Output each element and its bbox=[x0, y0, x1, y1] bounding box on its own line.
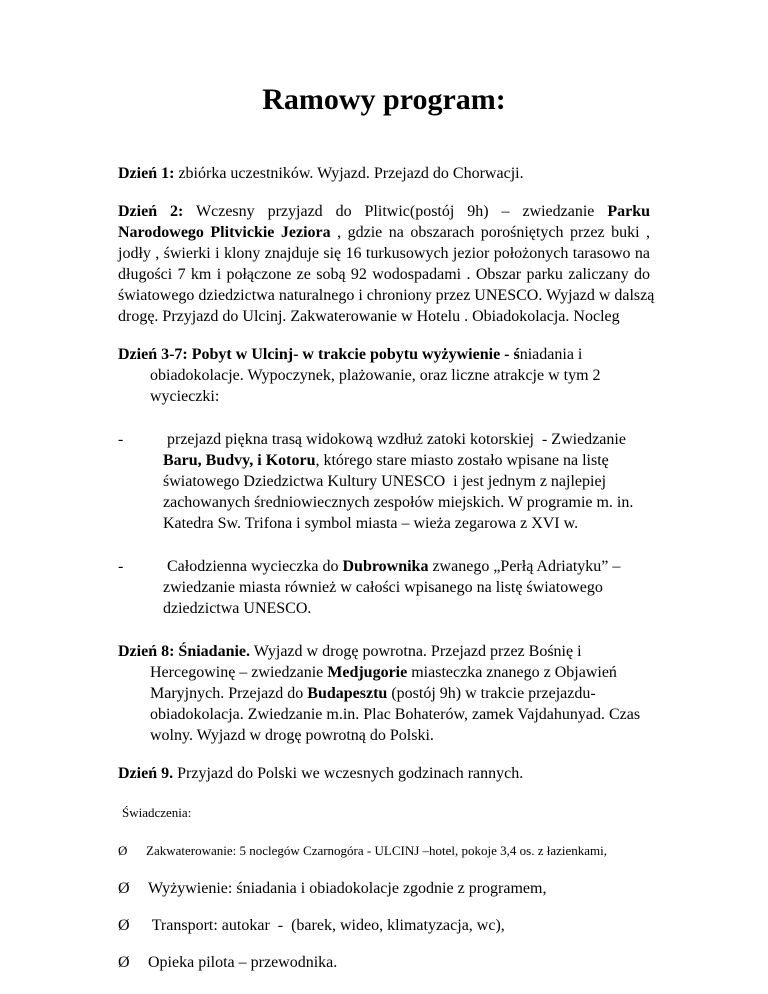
bold-text: Dubrownika bbox=[342, 558, 429, 575]
trip-1-line bbox=[163, 472, 606, 492]
bold-text: Narodowego Plitvickie Jeziora bbox=[118, 224, 331, 241]
text: , gdzie na obszarach porośniętych przez buki , bbox=[330, 224, 651, 241]
text: długości 7 km i połączone ze sobą 92 wodospadami . Obszar parku zaliczany do bbox=[118, 266, 650, 283]
day-3-7-line bbox=[150, 387, 219, 407]
text: Hercegowinę – zwiedzanie bbox=[150, 664, 328, 681]
service-item: Wyżywienie: śniadania i obiadokolacje zgodnie z programem, bbox=[148, 880, 547, 897]
service-item: Transport: autokar - (barek, wideo, klimatyzacja, wc), bbox=[148, 917, 505, 934]
day-2-line bbox=[118, 286, 655, 306]
text: (postój 9h) w trakcie przejazdu- bbox=[387, 685, 596, 702]
service-item: Opieka pilota – przewodnika. bbox=[148, 954, 338, 971]
text: miasteczka znanego z Objawień bbox=[407, 664, 617, 681]
bold-text: Baru, Budvy, i Kotoru bbox=[163, 452, 316, 469]
day-3-7-line bbox=[150, 366, 601, 386]
day-2-line bbox=[118, 265, 650, 285]
bold-text: Dzień 3-7: Pobyt w Ulcinj- w trakcie pobytu wyżywienie - ś bbox=[118, 346, 520, 363]
day-8-line bbox=[118, 642, 582, 662]
day-3-7-line bbox=[118, 345, 582, 365]
trip-1-line bbox=[163, 514, 578, 534]
bold-text: Dzień 2: bbox=[118, 203, 184, 220]
text: światowego Dziedzictwa Kultury UNESCO i jest jednym z najlepiej bbox=[163, 473, 607, 490]
trip-2-line bbox=[163, 557, 620, 577]
text: wolny. Wyjazd w drogę powrotną do Polski. bbox=[150, 727, 434, 744]
text: niadania i bbox=[519, 346, 583, 363]
service-bullet-marker: Ø bbox=[118, 917, 130, 934]
text: dziedzictwa UNESCO. bbox=[163, 600, 312, 617]
bold-text: Dzień 1: bbox=[118, 165, 175, 182]
trip-2-line bbox=[163, 599, 311, 619]
page-title: Ramowy program: bbox=[262, 83, 506, 116]
day-8-line bbox=[150, 663, 617, 683]
day-2-line bbox=[118, 244, 650, 264]
bold-text: Dzień 9. bbox=[118, 765, 174, 782]
text: obiadokolacje. Wypoczynek, plażowanie, oraz liczne atrakcje w tym 2 bbox=[150, 367, 601, 384]
day-2-line bbox=[118, 307, 620, 327]
service-bullet-marker: Ø bbox=[118, 880, 130, 897]
trip-1-marker: - bbox=[118, 431, 124, 448]
service-bullet-marker: Ø bbox=[118, 843, 128, 858]
text: światowego dziedzictwa naturalnego i chroniony przez UNESCO. Wyjazd w dalszą bbox=[118, 287, 655, 304]
bold-text: Parku bbox=[607, 203, 651, 220]
service-bullet-marker: Ø bbox=[118, 954, 130, 971]
text: zwanego „Perłą Adriatyku” – bbox=[428, 558, 621, 575]
bold-text: Medjugorie bbox=[327, 664, 408, 681]
text: jodły , świerki i klony znajduje się 16 turkusowych jezior położonych tarasowo na bbox=[118, 245, 650, 262]
day-9-line bbox=[118, 764, 523, 784]
day-8-line bbox=[150, 726, 434, 746]
service-item: Zakwaterowanie: 5 noclegów Czarnogóra - ULCINJ –hotel, pokoje 3,4 os. z łazienkami, bbox=[146, 843, 607, 858]
text: Wyjazd w drogę powrotna. Przejazd przez Bośnię i bbox=[250, 643, 582, 660]
day-2-line bbox=[118, 223, 650, 243]
bold-text: Budapesztu bbox=[307, 685, 388, 702]
text: zachowanych średniowiecznych zespołów miejskich. W programie m. in. bbox=[163, 494, 634, 511]
trip-1-line bbox=[163, 430, 626, 450]
text: , którego stare miasto zostało wpisane na listę bbox=[315, 452, 609, 469]
text: wycieczki: bbox=[150, 388, 220, 405]
text: Maryjnych. Przejazd do bbox=[150, 685, 308, 702]
text: zwiedzanie miasta również w całości wpisanego na listę światowego bbox=[163, 579, 603, 596]
trip-1-line bbox=[163, 451, 609, 471]
text: zbiórka uczestników. Wyjazd. Przejazd do Chorwacji. bbox=[174, 165, 524, 182]
services-heading: Świadczenia: bbox=[122, 805, 192, 820]
day-1-line bbox=[118, 164, 524, 184]
text: Przyjazd do Polski we wczesnych godzinach rannych. bbox=[173, 765, 524, 782]
day-8-line bbox=[150, 705, 640, 725]
bold-text: Dzień 8: Śniadanie. bbox=[118, 643, 251, 660]
day-2-line bbox=[118, 202, 650, 222]
text: drogę. Przyjazd do Ulcinj. Zakwaterowanie w Hotelu . Obiadokolacja. Nocleg bbox=[118, 308, 620, 325]
trip-1-line bbox=[163, 493, 633, 513]
text: Całodzienna wycieczka do bbox=[163, 558, 343, 575]
text: Katedra Sw. Trifona i symbol miasta – wieża zegarowa z XVI w. bbox=[163, 515, 579, 532]
text: Wczesny przyjazd do Plitwic(postój 9h) – zwiedzanie bbox=[183, 203, 608, 220]
day-8-line bbox=[150, 684, 596, 704]
trip-2-line bbox=[163, 578, 603, 598]
text: przejazd piękna trasą widokową wzdłuż zatoki kotorskiej - Zwiedzanie bbox=[163, 431, 626, 448]
text: obiadokolacja. Zwiedzanie m.in. Plac Bohaterów, zamek Vajdahunyad. Czas bbox=[150, 706, 641, 723]
trip-2-marker: - bbox=[118, 558, 124, 575]
